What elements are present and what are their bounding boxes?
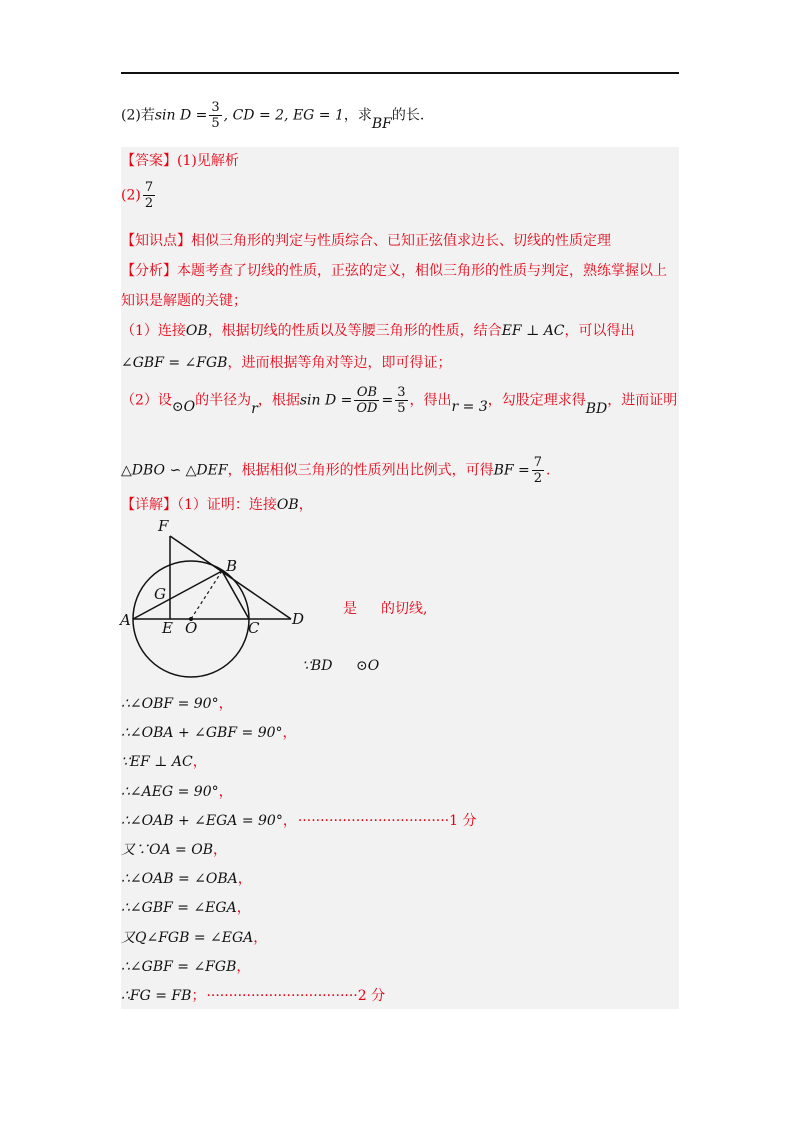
question-line	[121, 100, 424, 131]
question-target: BF	[371, 115, 392, 132]
analysis-p3-bf: BF =	[493, 462, 530, 479]
analysis-p2-circle: ⊙O	[171, 398, 196, 415]
analysis-p2-frac2-num: 3	[397, 385, 406, 400]
proof-step-punct: ，	[192, 754, 207, 771]
proof-step-math: ∴∠AEG = 90°	[121, 783, 219, 800]
segment-fd	[170, 536, 291, 619]
proof-step-math: ∴∠OBF = 90°	[121, 696, 219, 712]
proof-step-punct: ，	[282, 725, 297, 742]
segment-bc	[222, 571, 249, 619]
detail-circle: ⊙O	[356, 658, 380, 674]
proof-step-punct: ，	[236, 900, 251, 917]
label-f: F	[158, 517, 169, 535]
proof-step-math: ∴∠OAB = ∠OBA	[121, 871, 238, 888]
geometry-figure	[118, 515, 318, 680]
detail-because-bd	[302, 658, 332, 674]
analysis-label: 【分析】	[121, 263, 177, 279]
analysis-p2-frac2	[395, 385, 407, 416]
proof-step-punct: ，	[218, 783, 233, 800]
analysis-p2-frac1	[354, 385, 379, 416]
answer-fraction	[143, 180, 155, 211]
detail-circle-o	[356, 658, 379, 674]
proof-step	[121, 810, 477, 830]
analysis-p1-perp: EF ⊥ AC	[501, 323, 565, 339]
analysis-p2-radius: 的半径为	[195, 392, 252, 409]
detail-line	[121, 494, 313, 514]
proof-step-math: ∴∠GBF = ∠FGB	[121, 958, 237, 975]
proof-step-punct: ；	[191, 988, 199, 1004]
analysis-text2: 知识是解题的关键；	[121, 293, 247, 309]
answer-frac-den: 2	[144, 196, 154, 211]
detail-intro: （1）证明：连接	[177, 497, 277, 513]
detail-comma: ，	[298, 497, 313, 513]
proof-step-math: 又Q∠FGB = ∠EGA	[121, 929, 254, 946]
question-frac-num: 3	[211, 100, 220, 115]
detail-ob: OB	[276, 497, 299, 513]
analysis-p1-prefix: （1）连接	[121, 323, 186, 339]
analysis-p3-frac	[532, 455, 544, 486]
analysis-line2	[121, 290, 247, 310]
proof-step	[121, 839, 227, 859]
question-suffix: 的长.	[391, 107, 425, 124]
label-b: B	[226, 557, 238, 575]
proof-step	[121, 722, 297, 742]
answer-part1: (1)见解析	[177, 153, 239, 169]
proof-step	[121, 897, 251, 917]
analysis-p2-r3: r = 3	[451, 398, 488, 415]
proof-step-punct: ，	[236, 958, 251, 975]
analysis-p2-frac1-num: OB	[354, 385, 379, 401]
proof-step-dots: ··································	[206, 988, 358, 1004]
analysis-p3-den: 2	[533, 471, 543, 486]
analysis-p1-ob: OB	[185, 323, 208, 339]
proof-step	[121, 985, 385, 1005]
detail-fig-is	[343, 598, 357, 618]
detail-fig-tangent	[381, 598, 427, 618]
label-d: D	[292, 610, 305, 628]
proof-step-punct: ，	[218, 696, 233, 712]
segment-ob	[191, 571, 222, 619]
question-sin: sin D =	[154, 107, 208, 124]
analysis-line1	[121, 260, 667, 280]
proof-step-score: 1 分	[449, 812, 477, 829]
proof-step	[121, 693, 233, 713]
proof-step-punct: ，	[237, 871, 252, 888]
answer-line	[121, 150, 239, 170]
analysis-p1-tail: ，进而根据等角对等边，即可得证；	[227, 355, 452, 371]
proof-step-math: ∴FG = FB	[121, 988, 192, 1004]
analysis-p2-sin: sin D =	[299, 392, 353, 409]
detail-is: 是	[343, 601, 357, 617]
proof-step-dots: ··································	[297, 812, 450, 829]
detail-label: 【详解】	[121, 497, 177, 513]
proof-step-math: ∵EF ⊥ AC	[121, 754, 193, 771]
analysis-p1	[121, 320, 635, 340]
analysis-p1-end: ，可以得出	[564, 323, 635, 339]
proof-step	[121, 927, 267, 947]
analysis-p3-end: .	[546, 462, 551, 479]
question-ask: ，求	[343, 107, 372, 124]
label-e: E	[162, 619, 173, 637]
proof-step-math: ∴∠OAB + ∠EGA = 90°	[121, 812, 283, 829]
analysis-p2-r: r	[251, 400, 258, 417]
knowledge-text: 相似三角形的判定与性质综合、已知正弦值求边长、切线的性质定理	[191, 233, 611, 249]
label-c: C	[248, 619, 260, 637]
proof-step	[121, 751, 207, 771]
analysis-p2-by: ，根据	[257, 392, 300, 409]
question-prefix: (2)若	[121, 107, 155, 124]
analysis-p2-frac1-den: OD	[356, 401, 378, 416]
analysis-p2-bd: BD	[585, 400, 608, 417]
question-frac-den: 5	[211, 116, 220, 131]
analysis-p3-num: 7	[533, 455, 543, 470]
knowledge-line	[121, 230, 611, 250]
question-conditions: , CD = 2, EG = 1	[223, 107, 344, 124]
label-g: G	[154, 585, 166, 603]
proof-step-math: 又∵OA = OB	[121, 842, 213, 858]
analysis-p2	[121, 385, 677, 416]
proof-step-punct: ，	[282, 812, 290, 829]
analysis-p2-eq: =	[381, 392, 394, 409]
analysis-p3	[121, 455, 551, 486]
analysis-p1-mid: ，根据切线的性质以及等腰三角形的性质，结合	[207, 323, 502, 339]
proof-step	[121, 868, 252, 888]
detail-bd: ∵BD	[302, 658, 333, 674]
detail-tangent: 的切线,	[381, 601, 428, 617]
proof-step-math: ∴∠GBF = ∠EGA	[121, 900, 237, 917]
analysis-p1-cont	[121, 352, 451, 372]
analysis-p2-pyth: ，勾股定理求得	[487, 392, 586, 409]
analysis-p1-angle: ∠GBF = ∠FGB	[121, 355, 228, 371]
analysis-p2-frac2-den: 5	[397, 401, 406, 416]
analysis-p3-text: ，根据相似三角形的性质列出比例式，可得	[227, 462, 494, 479]
proof-step	[121, 781, 233, 801]
proof-step-score: 2 分	[357, 988, 386, 1004]
label-o: O	[185, 619, 198, 637]
analysis-p2-prove: ，进而证明	[607, 392, 678, 409]
proof-step-math: ∴∠OBA + ∠GBF = 90°	[121, 725, 283, 742]
proof-step-punct: ，	[212, 842, 227, 858]
segment-ab	[133, 571, 222, 619]
analysis-p2-get: ，得出	[409, 392, 452, 409]
answer-frac-num: 7	[144, 180, 154, 195]
label-a: A	[120, 611, 131, 629]
answer-part2-prefix: (2)	[121, 187, 141, 204]
question-fraction	[209, 100, 221, 131]
answer-part2	[121, 180, 157, 211]
proof-step-punct: ，	[253, 929, 268, 946]
header-rule	[121, 72, 679, 74]
proof-step	[121, 956, 250, 976]
analysis-p2-prefix: （2）设	[121, 392, 172, 409]
analysis-p3-sim: △DBO ∽ △DEF	[121, 462, 228, 479]
answer-label: 【答案】	[121, 153, 177, 169]
knowledge-label: 【知识点】	[121, 233, 191, 249]
analysis-text1: 本题考查了切线的性质，正弦的定义，相似三角形的性质与判定，熟练掌握以上	[177, 263, 667, 279]
